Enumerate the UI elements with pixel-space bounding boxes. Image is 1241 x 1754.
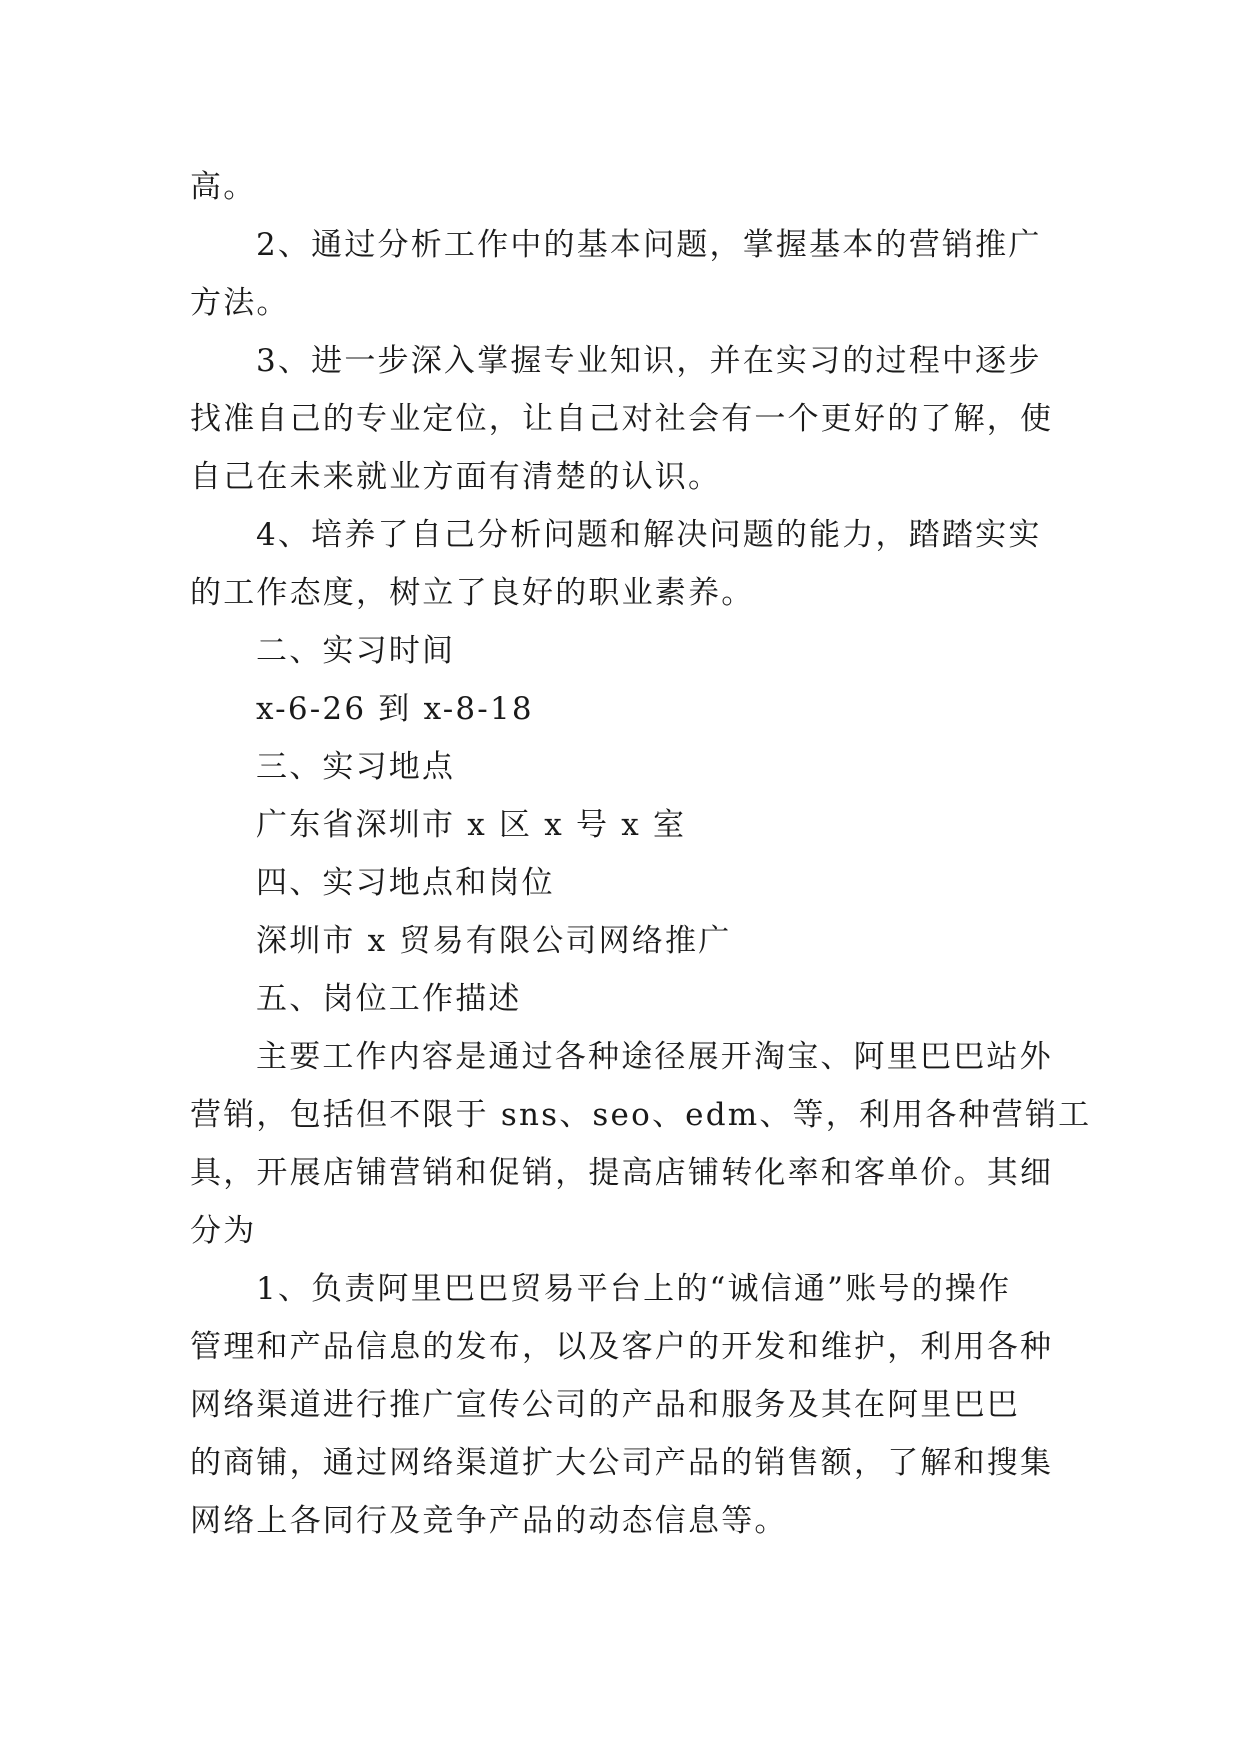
paragraph-line: x-6-26 到 x-8-18 (256, 691, 534, 727)
paragraph-line: 网络上各同行及竞争产品的动态信息等。 (190, 1503, 788, 1539)
paragraph-line: 主要工作内容是通过各种途径展开淘宝、阿里巴巴站外 (256, 1039, 1053, 1075)
section-heading: 五、岗位工作描述 (256, 981, 522, 1017)
paragraph-line: 自己在未来就业方面有清楚的认识。 (190, 459, 722, 495)
paragraph-line: 3、进一步深入掌握专业知识，并在实习的过程中逐步 (256, 343, 1042, 379)
paragraph-line: 找准自己的专业定位，让自己对社会有一个更好的了解，使 (190, 401, 1054, 437)
paragraph-line: 的工作态度，树立了良好的职业素养。 (190, 575, 755, 611)
paragraph-line: 的商铺，通过网络渠道扩大公司产品的销售额，了解和搜集 (190, 1445, 1054, 1481)
paragraph-line: 广东省深圳市 x 区 x 号 x 室 (256, 807, 687, 843)
paragraph-line: 深圳市 x 贸易有限公司网络推广 (256, 923, 732, 959)
paragraph-line: 分为 (190, 1213, 257, 1249)
paragraph-line: 具，开展店铺营销和促销，提高店铺转化率和客单价。其细 (190, 1155, 1054, 1191)
paragraph-line: 管理和产品信息的发布，以及客户的开发和维护，利用各种 (190, 1329, 1054, 1365)
document-body (190, 158, 1092, 1550)
paragraph-line: 网络渠道进行推广宣传公司的产品和服务及其在阿里巴巴 (190, 1387, 1020, 1423)
paragraph-line: 2、通过分析工作中的基本问题，掌握基本的营销推广 (256, 227, 1042, 263)
section-heading: 三、实习地点 (256, 749, 456, 785)
section-heading: 四、实习地点和岗位 (256, 865, 555, 901)
paragraph-line: 营销，包括但不限于 sns、seo、edm、等，利用各种营销工 (190, 1097, 1092, 1133)
section-heading: 二、实习时间 (256, 633, 456, 669)
paragraph-line: 1、负责阿里巴巴贸易平台上的“诚信通”账号的操作 (256, 1271, 1012, 1307)
paragraph-line: 4、培养了自己分析问题和解决问题的能力，踏踏实实 (256, 517, 1042, 553)
paragraph-line: 方法。 (190, 285, 290, 321)
paragraph-line: 高。 (190, 169, 257, 205)
